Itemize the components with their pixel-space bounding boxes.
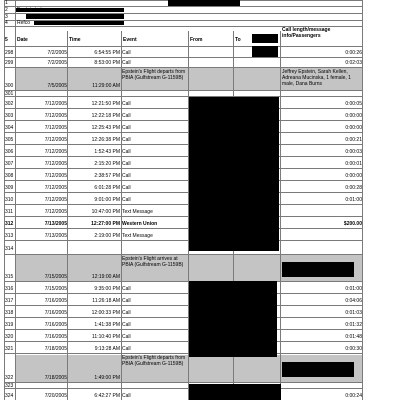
redaction-block xyxy=(34,21,124,25)
redaction-block xyxy=(189,97,279,251)
cell-event: Call xyxy=(122,137,131,143)
cell-event: Call xyxy=(122,173,131,179)
grid-hline xyxy=(4,144,362,145)
cell-event: Call xyxy=(122,334,131,340)
cell-time: 12:26:38 PM xyxy=(91,137,120,143)
cell-event: Call xyxy=(122,50,131,56)
grid-hline xyxy=(4,108,362,109)
grid-vline xyxy=(362,0,363,400)
redaction-block xyxy=(189,281,277,357)
row-number: 309 xyxy=(5,185,14,191)
grid-hline xyxy=(4,353,362,354)
column-header-date: Date xyxy=(17,37,28,43)
grid-hline xyxy=(4,57,362,58)
cell-time: 8:53:00 PM xyxy=(94,60,120,66)
cell-date: 7/12/2005 xyxy=(44,161,67,167)
cell-date: 7/15/2005 xyxy=(44,286,67,292)
column-header-event: Event xyxy=(123,37,137,43)
grid-hline xyxy=(4,120,362,121)
cell-date: 7/5/2005 xyxy=(47,83,67,89)
grid-hline xyxy=(4,240,362,241)
row-number: 313 xyxy=(5,233,14,239)
row-number: 315 xyxy=(5,274,14,280)
grid-hline xyxy=(4,180,362,181)
cell-date: 7/15/2005 xyxy=(44,274,67,280)
cell-event: Call xyxy=(122,113,131,119)
cell-date: 7/2/2005 xyxy=(47,50,67,56)
cell-time: 10:47:00 PM xyxy=(91,209,120,215)
cell-duration: Jeffrey Epstein, Sarah Kellen, Adreana Mucinska, 1 female, 1 male, Dana Burns xyxy=(282,69,351,87)
row-number: 316 xyxy=(5,286,14,292)
cell-date: 7/12/2005 xyxy=(44,209,67,215)
grid-hline xyxy=(4,46,362,47)
cell-date: 7/13/2005 xyxy=(44,233,67,239)
cell-event: Call xyxy=(122,322,131,328)
grid-hline xyxy=(4,156,362,157)
row-number: 3 xyxy=(5,14,8,20)
row-number: 302 xyxy=(5,101,14,107)
row-number: 311 xyxy=(5,209,13,215)
row-number: 4 xyxy=(5,20,8,26)
cell-duration: 0:01:48 xyxy=(345,334,362,340)
cell-duration: 0:00:30 xyxy=(345,346,362,352)
cell-duration: 0:00:00 xyxy=(345,173,362,179)
cell-time: 11:29:00 AM xyxy=(92,83,120,89)
grid-hline xyxy=(4,228,362,229)
cell-event: Call xyxy=(122,101,131,107)
column-header-duration: Call length/message info/Passengers xyxy=(282,27,331,39)
cell-time: 9:35:00 PM xyxy=(94,286,120,292)
grid-hline xyxy=(4,293,362,294)
cell-event: Call xyxy=(122,346,131,352)
row-number: 1 xyxy=(5,0,8,6)
cell-duration: 0:01:32 xyxy=(345,322,362,328)
cell-event: Call xyxy=(122,60,131,66)
cell-date: 7/12/2005 xyxy=(44,137,67,143)
cell-date: 7/12/2005 xyxy=(44,125,67,131)
cell-event: Western Union xyxy=(122,221,158,227)
cell-duration: 0:01:00 xyxy=(345,197,362,203)
cell-date: 7/12/2005 xyxy=(44,173,67,179)
cell-time: 6:01:28 PM xyxy=(94,185,120,191)
cell-duration: $200.00 xyxy=(343,221,362,227)
cell-time: 12:27:00 PM xyxy=(91,221,120,227)
cell-duration: 0:00:00 xyxy=(345,113,362,119)
grid-hline xyxy=(4,168,362,169)
cell-event: Call xyxy=(122,161,131,167)
grid-hline xyxy=(4,329,362,330)
grid-hline xyxy=(4,132,362,133)
cell-duration: 0:01:03 xyxy=(345,310,362,316)
cell-time: 9:01:00 PM xyxy=(94,197,120,203)
cell-time: 12:21:50 PM xyxy=(91,101,120,107)
redaction-block xyxy=(16,8,124,12)
cell-time: 9:13:28 AM xyxy=(94,346,120,352)
row-number: 307 xyxy=(5,161,14,167)
grid-hline xyxy=(4,90,362,91)
cell-date: 7/13/2005 xyxy=(44,221,67,227)
cell-date: 7/20/2005 xyxy=(44,393,67,399)
grid-hline xyxy=(4,204,362,205)
cell-time: 6:42:27 PM xyxy=(94,393,120,399)
row-number: 305 xyxy=(5,137,14,143)
cell-event: Call xyxy=(122,197,131,203)
cell-date: 7/12/2005 xyxy=(44,101,67,107)
cell-duration: 0:00:26 xyxy=(345,50,362,56)
cell-duration: 0:00:00 xyxy=(345,125,362,131)
cell-time: 12:00:33 PM xyxy=(91,310,120,316)
row-number: 314 xyxy=(5,246,14,252)
cell-time: 12:19:00 AM xyxy=(91,274,120,280)
cell-duration: 0:00:28 xyxy=(345,185,362,191)
grid-hline xyxy=(4,254,362,255)
cell-date: 7/12/2005 xyxy=(44,197,67,203)
cell-duration: 0:04:06 xyxy=(345,298,362,304)
top-row-label: Refco xyxy=(17,20,31,26)
row-number: 323 xyxy=(5,383,14,389)
cell-event: Epstein's Flight departs from PBIA (Gulfstream G-1159B) xyxy=(122,355,186,367)
cell-event: Text Message xyxy=(122,233,153,239)
cell-event: Call xyxy=(122,149,131,155)
redaction-block xyxy=(26,14,124,19)
grid-hline xyxy=(4,192,362,193)
row-number: 303 xyxy=(5,113,14,119)
cell-date: 7/18/2005 xyxy=(44,346,67,352)
cell-date: 7/12/2005 xyxy=(44,149,67,155)
grid-hline xyxy=(4,382,362,383)
row-number: 301 xyxy=(5,91,14,97)
cell-duration: 0:00:01 xyxy=(345,161,362,167)
grid-hline xyxy=(4,67,362,68)
cell-time: 12:25:43 PM xyxy=(91,125,120,131)
column-header-time: Time xyxy=(69,37,81,43)
cell-duration: 0:00:24 xyxy=(345,393,362,399)
cell-duration: 0:00:21 xyxy=(345,137,362,143)
row-number: 318 xyxy=(5,310,14,316)
cell-date: 7/2/2005 xyxy=(47,60,67,66)
cell-time: 11:26:18 AM xyxy=(92,298,120,304)
row-number: 310 xyxy=(5,197,14,203)
column-header-from: From xyxy=(190,37,203,43)
cell-time: 1:52:43 PM xyxy=(94,149,120,155)
grid-hline xyxy=(4,281,362,282)
row-number: 298 xyxy=(5,50,14,56)
cell-duration: 0:01:00 xyxy=(345,286,362,292)
cell-time: 11:10:40 PM xyxy=(92,334,120,340)
cell-duration: 0:00:03 xyxy=(345,149,362,155)
cell-event: Text Message xyxy=(122,209,153,215)
cell-date: 7/12/2005 xyxy=(44,113,67,119)
grid-hline xyxy=(4,216,362,217)
cell-date: 7/16/2005 xyxy=(44,298,67,304)
cell-time: 1:49:00 PM xyxy=(94,375,120,381)
redaction-block xyxy=(282,262,354,277)
redaction-block xyxy=(282,362,354,377)
cell-date: 7/16/2005 xyxy=(44,322,67,328)
grid-hline xyxy=(4,341,362,342)
cell-event: Call xyxy=(122,125,131,131)
row-number: 324 xyxy=(5,393,14,399)
row-number: 2 xyxy=(5,7,8,13)
cell-date: 7/16/2005 xyxy=(44,334,67,340)
grid-hline xyxy=(4,317,362,318)
row-number: 322 xyxy=(5,375,14,381)
row-number: 320 xyxy=(5,334,14,340)
cell-event: Epstein's Flight departs from PBIA (Gulfstream G-1159B) xyxy=(122,69,186,81)
row-number: 306 xyxy=(5,149,14,155)
column-header-to: To xyxy=(235,37,241,43)
cell-date: 7/12/2005 xyxy=(44,185,67,191)
grid-hline xyxy=(4,305,362,306)
grid-hline xyxy=(4,96,362,97)
cell-time: 2:38:57 PM xyxy=(94,173,120,179)
cell-event: Call xyxy=(122,286,131,292)
row-number: 299 xyxy=(5,60,14,66)
cell-duration: 0:00:05 xyxy=(345,101,362,107)
redaction-block xyxy=(252,34,278,43)
cell-time: 12:22:18 PM xyxy=(91,113,120,119)
redaction-block xyxy=(168,0,240,6)
row-number: 312 xyxy=(5,221,14,227)
cell-time: 2:15:20 PM xyxy=(94,161,120,167)
row-number: 304 xyxy=(5,125,14,131)
grid-hline xyxy=(4,388,362,389)
row-number: 317 xyxy=(5,298,14,304)
grid-hline xyxy=(4,6,362,7)
row-number: 300 xyxy=(5,83,14,89)
row-number: 5 xyxy=(5,37,8,43)
row-number: 319 xyxy=(5,322,14,328)
redaction-block xyxy=(252,46,278,57)
cell-time: 1:41:38 PM xyxy=(94,322,120,328)
cell-duration: 0:02:03 xyxy=(345,60,362,66)
row-number: 321 xyxy=(5,346,14,352)
cell-event: Call xyxy=(122,298,131,304)
cell-event: Call xyxy=(122,310,131,316)
cell-event: Epstein's Flight arrives at PBIA (Gulfstream G-1159B) xyxy=(122,256,184,268)
cell-event: Call xyxy=(122,393,131,399)
cell-event: Call xyxy=(122,185,131,191)
cell-time: 2:19:00 PM xyxy=(94,233,120,239)
cell-date: 7/16/2005 xyxy=(44,310,67,316)
row-number: 308 xyxy=(5,173,14,179)
cell-date: 7/18/2005 xyxy=(44,375,67,381)
redaction-block xyxy=(189,384,281,400)
cell-time: 6:54:55 PM xyxy=(94,50,120,56)
